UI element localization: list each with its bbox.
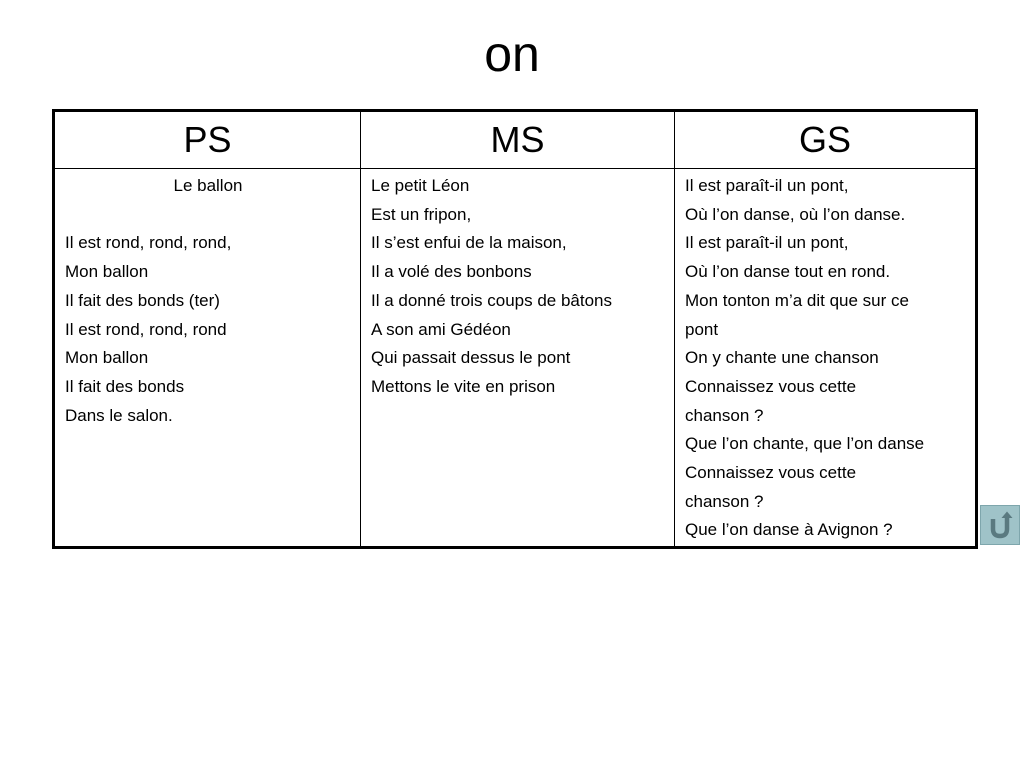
poem-line: Que l’on danse à Avignon ? (685, 520, 893, 540)
poem-line: Où l’on danse, où l’on danse. (685, 204, 906, 224)
header-ps: PS (54, 111, 361, 169)
poem-line: Le petit Léon (371, 176, 470, 195)
poem-line: Il fait des bonds (ter) (65, 290, 220, 310)
poem-line: Est un fripon, (371, 204, 472, 224)
slide-title: on (484, 26, 540, 82)
poem-line: Mon tonton m’a dit que sur ce (685, 290, 909, 310)
poem-line: Dans le salon. (65, 405, 173, 425)
poem-line: Il est rond, rond, rond (65, 319, 227, 339)
poem-line: Connaissez vous cette (685, 376, 857, 396)
poem-line: chanson ? (685, 405, 764, 425)
poem-line: Il a donné trois coups de bâtons (371, 290, 612, 310)
poem-line: Mettons le vite en prison (371, 376, 556, 396)
poem-line: Que l’on chante, que l’on danse (685, 434, 925, 454)
poem-line: chanson ? (685, 491, 764, 511)
poem-line: Mon ballon (65, 348, 149, 368)
poem-cell-ms (361, 169, 675, 548)
poem-line: Il est rond, rond, rond, (65, 233, 232, 253)
poem-line: Il est paraît-il un pont, (685, 233, 849, 253)
poem-line: pont (685, 319, 719, 339)
poem-line: Connaissez vous cette (685, 463, 857, 483)
poem-line: Où l’on danse tout en rond. (685, 262, 891, 282)
poem-line: Il est paraît-il un pont, (685, 176, 849, 195)
header-ms: MS (361, 111, 675, 169)
poem-line: A son ami Gédéon (371, 319, 511, 339)
poem-cell-gs (675, 169, 977, 548)
poem-title: Le ballon (173, 176, 243, 195)
poem-line: On y chante une chanson (685, 348, 879, 368)
poem-line: Il s’est enfui de la maison, (371, 233, 567, 253)
poem-line: Il a volé des bonbons (371, 262, 532, 282)
return-u-arrow-icon (985, 510, 1015, 540)
poem-table (52, 109, 978, 549)
header-gs: GS (675, 111, 977, 169)
poem-line: Mon ballon (65, 262, 149, 282)
blank-line (65, 201, 351, 230)
header-row (54, 111, 977, 169)
poem-line: Qui passait dessus le pont (371, 348, 571, 368)
poem-cell-ps (54, 169, 361, 548)
poem-line: Il fait des bonds (65, 376, 185, 396)
return-button[interactable] (980, 505, 1020, 545)
poem-row (54, 169, 977, 548)
